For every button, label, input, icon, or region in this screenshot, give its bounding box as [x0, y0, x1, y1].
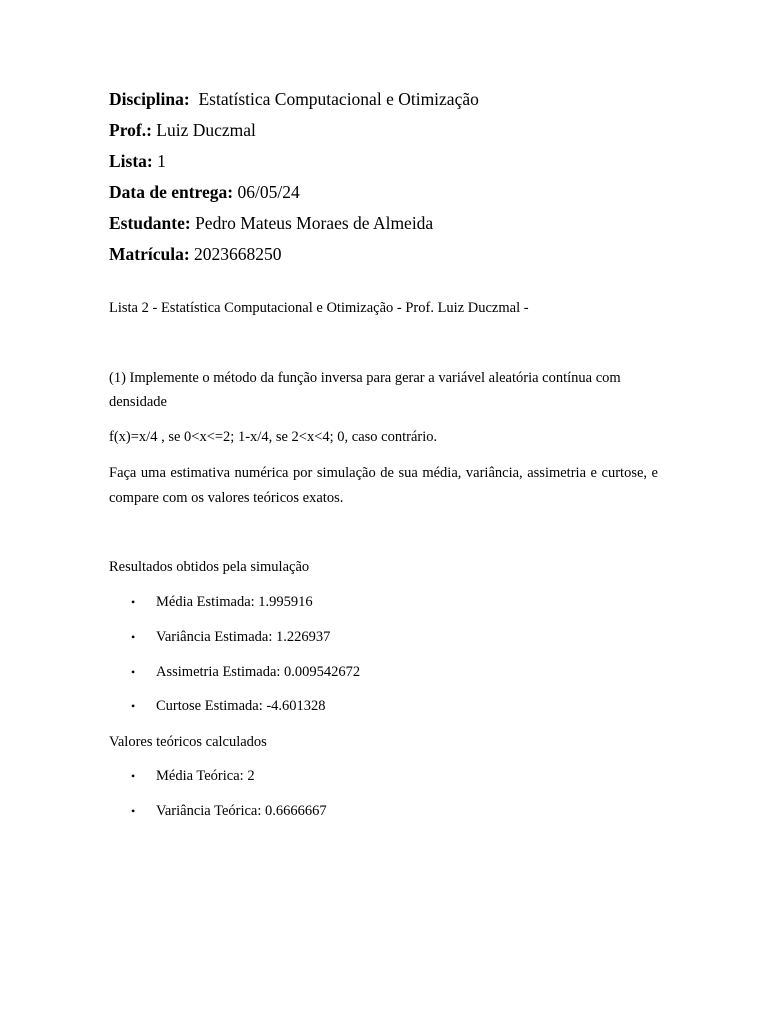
simulation-item-variance: Variância Estimada: 1.226937 [156, 629, 331, 645]
estudante-value: Pedro Mateus Moraes de Almeida [195, 213, 434, 233]
prof-label: Prof.: [109, 120, 152, 140]
question-statement: (1) Implemente o método da função inversa para gerar a variável aleatória contínua com densidade [109, 370, 621, 410]
list-item [131, 627, 330, 647]
list-item [131, 696, 326, 716]
estudante-line [109, 208, 669, 239]
question-task: Faça uma estimativa numérica por simulação de sua média, variância, assimetria e curtose, e compare com os valores teóricos exatos. [109, 465, 658, 506]
bullet-icon: • [131, 804, 136, 818]
matricula-value: 2023668250 [194, 244, 282, 264]
theoretical-item-mean: Média Teórica: 2 [156, 768, 255, 784]
data-entrega-line [109, 177, 669, 208]
bullet-icon: • [131, 769, 136, 783]
data-entrega-label: Data de entrega: [109, 182, 234, 202]
disciplina-line [109, 84, 669, 115]
estudante-label: Estudante: [109, 213, 191, 233]
lista-value: 1 [157, 151, 166, 171]
simulation-item-mean: Média Estimada: 1.995916 [156, 594, 313, 610]
theoretical-item-variance: Variância Teórica: 0.6666667 [156, 803, 327, 819]
density-formula: f(x)=x/4 , se 0<x<=2; 1-x/4, se 2<x<4; 0, caso contrário. [109, 429, 438, 445]
prof-value: Luiz Duczmal [156, 120, 256, 140]
lista-label: Lista: [109, 151, 153, 171]
simulation-item-skewness: Assimetria Estimada: 0.009542672 [156, 664, 361, 680]
matricula-label: Matrícula: [109, 244, 190, 264]
simulation-heading: Resultados obtidos pela simulação [109, 559, 310, 575]
prof-line [109, 115, 669, 146]
disciplina-label: Disciplina: [109, 89, 190, 109]
theoretical-heading: Valores teóricos calculados [109, 734, 267, 750]
document-header [109, 84, 669, 270]
matricula-line [109, 239, 669, 270]
data-entrega-value: 06/05/24 [237, 182, 300, 202]
list-item [131, 592, 313, 612]
bullet-icon: • [131, 699, 136, 713]
list-subtitle: Lista 2 - Estatística Computacional e Otimização - Prof. Luiz Duczmal - [109, 300, 529, 316]
simulation-item-kurtosis: Curtose Estimada: -4.601328 [156, 698, 326, 714]
list-item [131, 662, 360, 682]
list-item [131, 766, 255, 786]
list-item [131, 801, 327, 821]
bullet-icon: • [131, 595, 136, 609]
bullet-icon: • [131, 665, 136, 679]
lista-line [109, 146, 669, 177]
disciplina-value: Estatística Computacional e Otimização [198, 89, 479, 109]
bullet-icon: • [131, 630, 136, 644]
